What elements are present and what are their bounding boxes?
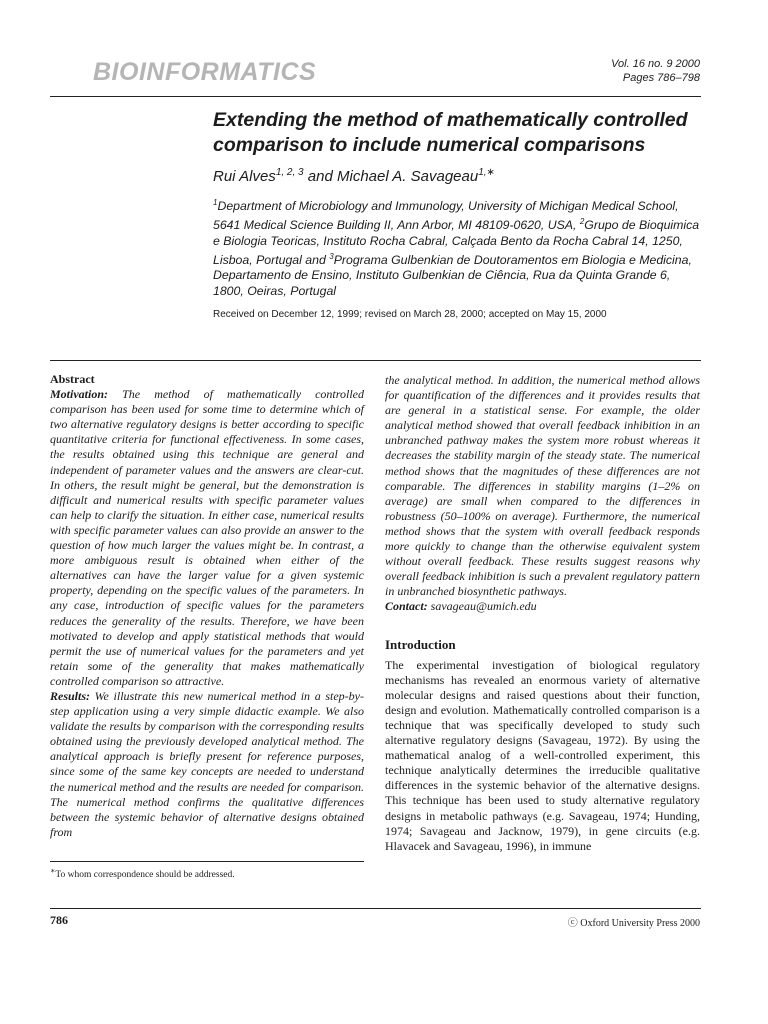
top-rule <box>50 96 701 97</box>
contact-email[interactable]: savageau@umich.edu <box>427 599 537 614</box>
author-2: and Michael A. Savageau <box>303 168 479 185</box>
footnote-mark: ∗ <box>50 866 56 875</box>
page-number: 786 <box>50 913 68 927</box>
abstract-contact <box>385 599 700 614</box>
abstract-heading: Abstract <box>50 372 95 386</box>
copyright: ⓒ Oxford University Press 2000 <box>567 918 700 929</box>
results-label: Results: <box>50 688 91 703</box>
page-range: Pages 786–798 <box>622 72 700 84</box>
affiliation-2: Grupo de Bioquimica e Biologia Teoricas, Instituto Rocha Cabral, Calçada Bento da Rocha Cabral 14, 1250, Lisboa, Portugal and <box>213 218 700 268</box>
left-column <box>50 372 364 840</box>
motivation-text: The method of mathematically controlled comparison has been used for some time to determine which of two alternative regulatory designs is better according to specific quantitative criteria for functional effectiveness. In some cases, the results obtained using this technique are general and independent of parameter values and the answers are clear-cut. In others, the result might be general, but the demonstration is difficult and numerical results with specific parameter values can help to clarify the situation. In either case, numerical results with specific parameter values can also provide an answer to the question of how much larger the values might be. In contrast, a more ambiguous result is obtained when either of the alternatives can have the larger value for a given systemic property, depending on the specific values of the parameters. In any case, introduction of specific values for the parameters reduces the generality of the results. Therefore, we have been motivated to develop and apply statistical methods that would permit the use of numerical values for the parameters and yet retain some of the generality that makes mathematically controlled comparison so attractive. <box>50 387 364 688</box>
footnote-rule <box>50 861 364 862</box>
volume-number: Vol. 16 no. 9 2000 <box>611 58 700 70</box>
abstract-motivation <box>50 387 364 689</box>
contact-label: Contact: <box>385 599 428 614</box>
right-column <box>385 373 700 854</box>
introduction-heading: Introduction <box>385 636 456 652</box>
authors <box>213 167 703 185</box>
abstract-results <box>50 689 364 840</box>
received-dates: Received on December 12, 1999; revised on March 28, 2000; accepted on May 15, 2000 <box>213 309 607 321</box>
affil-mark-1: 1 <box>213 198 218 207</box>
affiliation-3: Programa Gulbenkian de Doutoramentos em Biologia e Medicina, Departamento de Ensino, Instituto Gulbenkian de Ciência, Rua da Quinta Grande 6, 1800, Oeiras, Portugal <box>213 253 692 298</box>
title-block <box>213 108 703 320</box>
abstract-continued-text: the analytical method. In addition, the numerical method allows for quantification of the differences and it provides results that are general in a statistical sense. For example, the older analytical method showed that overall feedback inhibition in an unbranched pathway makes the system more robust whereas it decreases the stability margin of the steady state. The numerical method shows that the magnitudes of these differences are not comparable. The differences in stability margins (1–2% on average) are small when compared to the differences in robustness (50–100% on average). Furthermore, the numerical method shows that the system with overall feedback responds more quickly to change than the otherwise equivalent system without overall feedback. These results suggest reasons why overall feedback inhibition is such a prevalent regulatory pattern in unbranched biosynthetic pathways. <box>385 373 700 599</box>
affil-mark-3: 3 <box>329 252 334 262</box>
affil-mark-2: 2 <box>579 217 585 227</box>
results-text: We illustrate this new numerical method in a step-by-step application using a very simple didactic example. We also validate the results by comparison with the corresponding results obtained using the previously developed analytical method. The analytical approach is briefly present for reference purposes, since some of the same key concepts are needed to understand the numerical method and the results are needed for comparison. The numerical method confirms the qualitative differences between the systemic behavior of alternative designs obtained from <box>50 688 364 839</box>
motivation-label: Motivation: <box>50 387 109 402</box>
volume-info <box>611 57 700 85</box>
footnote <box>50 866 235 880</box>
affiliation-1: Department of Microbiology and Immunology, University of Michigan Medical School, 5641 Medical Science Building II, Ann Arbor, MI 48109-0620, USA, <box>213 199 679 233</box>
title-rule <box>50 360 701 361</box>
introduction-text: The experimental investigation of biological regulatory mechanisms has revealed an enormous variety of alternative molecular designs and raised questions about their function, design and evolution. Mathematically controlled comparison is a technique that was specifically developed to study such alternative regulatory designs (Savageau, 1972). By using the mathematical analog of a well-controlled experiment, this technique analytically determines the irreducible qualitative differences in the systemic behavior of the alternative designs. This technique has been used to study alternative regulatory designs in metabolic pathways (e.g. Savageau, 1974; Hunding, 1974; Savageau and Jacknow, 1979), in gene circuits (e.g. Hlavacek and Savageau, 1996), in immune <box>385 657 700 853</box>
footnote-text: To whom correspondence should be addressed. <box>55 870 235 881</box>
abstract-continued <box>385 373 700 615</box>
author-1-affiliations: 1, 2, 3 <box>275 167 304 178</box>
journal-name: BIOINFORMATICS <box>93 58 317 86</box>
author-2-affiliations: 1,∗ <box>478 167 495 178</box>
bottom-rule <box>50 908 701 909</box>
article-title: Extending the method of mathematically controlled comparison to include numerical comparisons <box>213 109 688 156</box>
affiliations <box>213 195 703 299</box>
author-1: Rui Alves <box>213 168 276 185</box>
